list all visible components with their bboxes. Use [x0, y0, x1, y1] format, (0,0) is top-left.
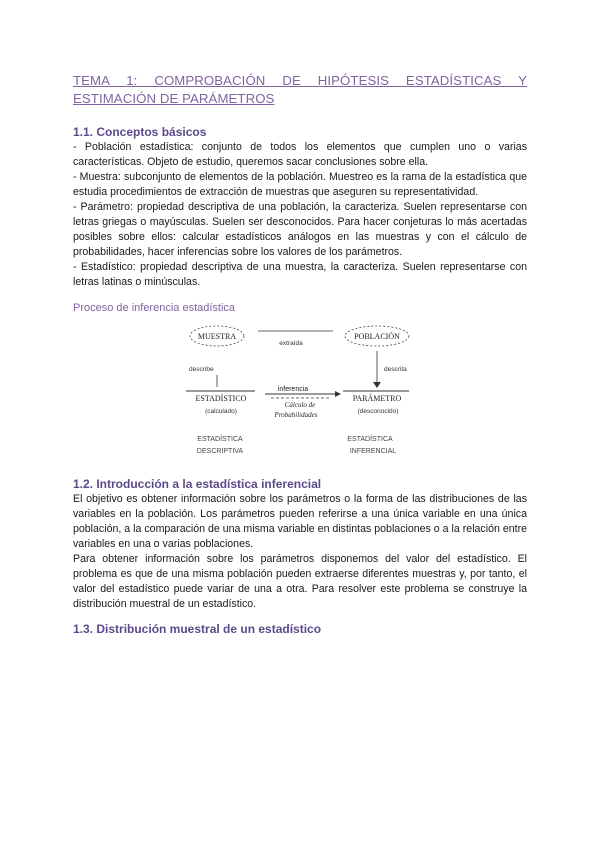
descrita-label: descrita [384, 366, 407, 373]
section-2-paragraph-1: El objetivo es obtener información sobre los parámetros o la forma de las distribuciones de las variables en la población. Los parámetros pueden referirse a una única variable en una única población, a la comparación de una misma variable en distintas poblaciones o a la relación entre variables en una o varias poblaciones. [73, 493, 527, 550]
inference-diagram [73, 319, 527, 467]
descrita-arrowhead [373, 382, 381, 388]
section-3-heading: 1.3. Distribución muestral de un estadístico [73, 622, 322, 636]
estadistica-inferencial-2: INFERENCIAL [349, 448, 397, 455]
estadistica-inferencial-1: ESTADÍSTICA [347, 436, 393, 443]
estadistica-descriptiva-2: DESCRIPTIVA [196, 448, 244, 455]
document-title [73, 72, 527, 108]
definition-parametro: - Parámetro: propiedad descriptiva de una población, la caracteriza. Suelen representarse con letras griegas o mayúsculas. Suelen ser desconocidos. Para hacer conjeturas lo más acertadas posibles sobre ellos: calcular estadísticos análogos en las muestras y con el cálculo de probabilidades, hacer inferencias sobre los valores de los parámetros. [73, 201, 527, 258]
inference-diagram-svg [73, 319, 527, 467]
poblacion-label: POBLACIÓN [354, 332, 400, 341]
inferencia-label: inferencia [277, 386, 309, 393]
parametro-label: PARÁMETRO [352, 394, 402, 403]
calculado-label: (calculado) [205, 408, 237, 415]
definition-estadistico: - Estadístico: propiedad descriptiva de una muestra, la caracteriza. Suelen representarse con letras latinas o minúsculas. [73, 261, 527, 288]
section-2-heading: 1.2. Introducción a la estadística inferencial [73, 477, 322, 491]
describe-label: describe [189, 366, 214, 373]
estadistico-label: ESTADÍSTICO [195, 394, 247, 403]
document-page [73, 72, 527, 637]
definition-poblacion: - Población estadística: conjunto de todos los elementos que cumplen uno o varias características. Objeto de estudio, queremos sacar conclusiones sobre ella. [73, 141, 527, 168]
extraida-label: extraída [279, 340, 303, 347]
definition-muestra: - Muestra: subconjunto de elementos de la población. Muestreo es la rama de la estadística que estudia procedimientos de extracción de muestras que aseguren su representatividad. [73, 171, 527, 198]
diagram-caption: Proceso de inferencia estadística [73, 302, 236, 314]
title-line-2: ESTIMACIÓN DE PARÁMETROS [73, 91, 275, 106]
desconocido-label: (desconocido) [357, 408, 399, 415]
title-line-1: TEMA 1: COMPROBACIÓN DE HIPÓTESIS ESTADÍSTICAS Y [73, 73, 527, 88]
calculo-label-2: Probabilidades [274, 411, 318, 419]
inferencia-arrowhead [335, 391, 341, 397]
muestra-label: MUESTRA [197, 332, 237, 341]
estadistica-descriptiva-1: ESTADÍSTICA [197, 436, 243, 443]
section-2-paragraph-2: Para obtener información sobre los parámetros disponemos del valor del estadístico. El problema es que de una misma población pueden extraerse diferentes muestras y, por tanto, el valor del estadístico puede variar de una a otra. Para resolver este problema se construye la distribución muestral de un estadístico. [73, 553, 527, 610]
calculo-label-1: Cálculo de [284, 401, 316, 409]
section-1-heading: 1.1. Conceptos básicos [73, 125, 207, 139]
